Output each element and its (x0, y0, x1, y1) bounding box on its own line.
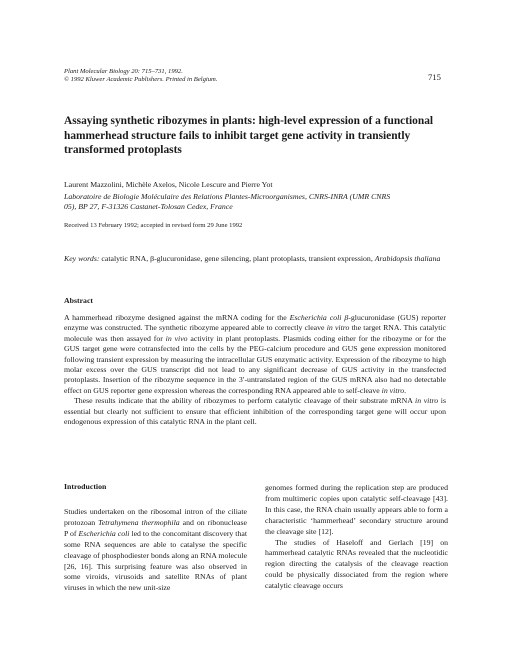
text-run: These results indicate that the ability of ribozymes to perform catalytic cleavage of their substrate mRNA (74, 396, 416, 406)
publisher-line: © 1992 Kluwer Academic Publishers. Printed in Belgium. (64, 76, 218, 84)
keywords-label: Key words: (64, 254, 100, 263)
text-run: led to the concomitant discovery that some RNA sequences are able to catalyse the specific cleavage of phosphodiester bonds along an RNA molecule [26, 16]. This surprising feature was also observed in some viroids, virusoids and satellite RNAs of plant viruses in which the new unit-size (64, 528, 247, 593)
received-dates: Received 13 February 1992; accepted in revised form 29 June 1992 (64, 222, 243, 229)
italic-run: in vitro (326, 323, 350, 333)
italic-run: in vitro (381, 385, 405, 395)
text-run: is essential but clearly not sufficient to ensure that efficient inhibition of the corresponding target gene will occur upon endogenous expression of this catalytic RNA in the plant cell. (64, 396, 446, 427)
introduction-heading: Introduction (64, 482, 107, 491)
text-run: . (404, 385, 407, 395)
journal-line: Plant Molecular Biology 20: 715–731, 1992. (64, 68, 183, 75)
introduction-paragraph-1 (64, 507, 247, 594)
abstract-body (64, 313, 446, 427)
text-run: the target RNA. This catalytic molecule was then assayed for (64, 323, 446, 343)
article-title: Assaying synthetic ribozymes in plants: high-level expression of a functional hammerhead structure fails to inhibit target gene activity in transiently transformed protoplasts (64, 115, 434, 157)
italic-run: Tetrahymena thermophila (98, 517, 180, 527)
italic-run: Escherichia coli β (289, 313, 349, 322)
text-run: -glucuronidase (GUS) reporter enzyme was constructed. The synthetic ribozyme appeared able to correctly cleave (64, 313, 446, 333)
affiliation: Laboratoire de Biologie Moléculaire des Relations Plantes-Microorganismes, CNRS-INRA (UMR CNRS 05), BP 27, F-31326 Castanet-Tolosan Cedex, France (64, 192, 391, 212)
journal-citation (64, 68, 384, 84)
text-run: activity in plant protoplasts. Plasmids coding either for the ribozyme or for the GUS target gene were cotransfected into the cells by the PEG-calcium procedure and GUS gene expression monitored following transient expression by measuring the intracellular GUS enzymatic activity. Expression of the ribozyme to high molar excess over the GUS transcript did not lead to any significant decrease of GUS activity in the transfected protoplasts. Insertion of the ribozyme sequence in the 3′-untranslated region of the GUS mRNA also had no detectable effect on GUS reporter gene expression whereas the corresponding RNA appeared able to self-cleave (64, 333, 446, 395)
italic-run: Escherichia coli (78, 528, 130, 538)
introduction-paragraph-1-cont: genomes formed during the replication step are produced from multimeric copies upon catalytic self-cleavage [43]. In this case, the RNA chain usually appears able to form a characteristic ‘hammerhead’ secondary structure around the cleavage site [12]. (265, 483, 448, 536)
abstract-paragraph-2 (64, 396, 446, 427)
text-run: and on ribonuclease P of (64, 517, 247, 538)
text-run: A hammerhead ribozyme designed against the mRNA coding for the (64, 313, 290, 322)
italic-run: in vitro (415, 396, 439, 406)
abstract-heading: Abstract (64, 296, 94, 305)
keywords (64, 254, 454, 264)
page-number: 715 (428, 72, 441, 82)
italic-run: in vivo (165, 333, 188, 343)
authors: Laurent Mazzolini, Michèle Axelos, Nicole Lescure and Pierre Yot (64, 180, 273, 189)
keywords-text: catalytic RNA, β-glucuronidase, gene silencing, plant protoplasts, transient expression, (101, 254, 373, 263)
introduction-column-left (64, 507, 247, 594)
introduction-paragraph-2: The studies of Haseloff and Gerlach [19] on hammerhead catalytic RNAs revealed that the nucleotidic region directing the catalysis of the cleavage reaction could be physically dissociated from the region where catalytic cleavage occurs (265, 537, 448, 591)
abstract-paragraph-1 (64, 313, 446, 396)
text-run: Studies undertaken on the ribosomal intron of the ciliate protozoan (64, 507, 247, 527)
introduction-column-right (265, 483, 448, 592)
keywords-species: Arabidopsis thaliana (374, 254, 441, 263)
